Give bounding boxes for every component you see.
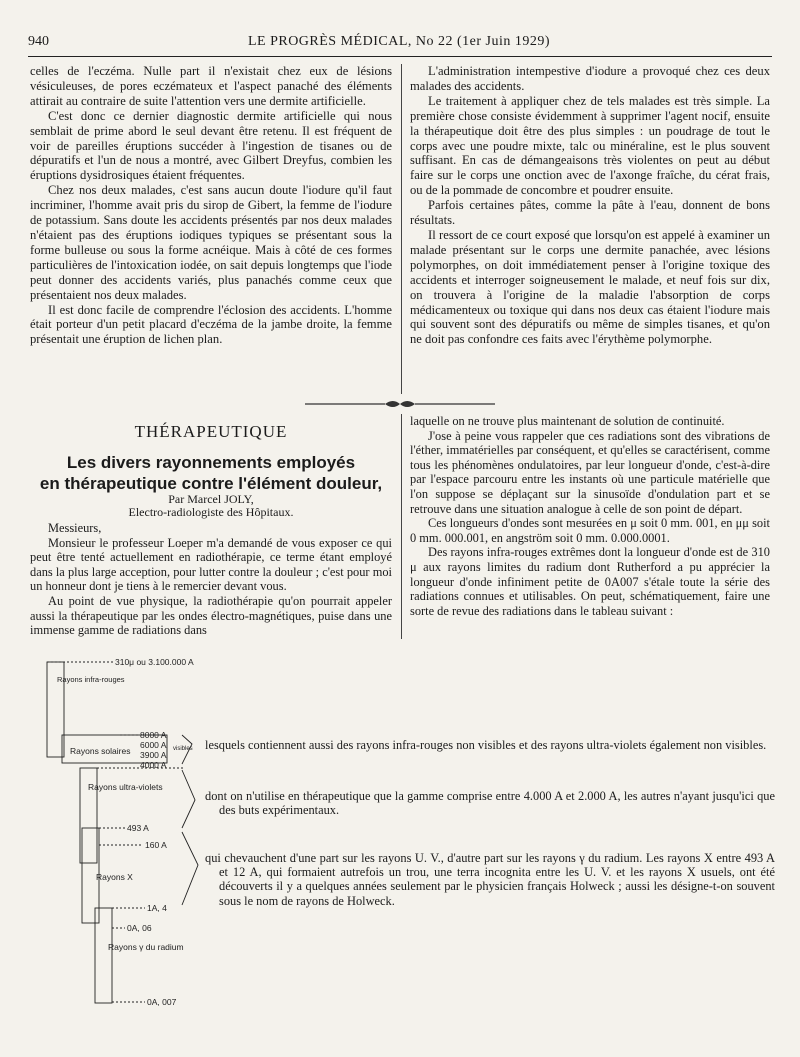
box-label: Rayons ultra-violets bbox=[88, 782, 163, 792]
column-divider bbox=[401, 64, 402, 394]
box-label: Rayons X bbox=[96, 872, 133, 882]
diagram-note bbox=[205, 738, 775, 752]
box-label: Rayons infra-rouges bbox=[57, 675, 125, 684]
radiation-diagram bbox=[0, 650, 210, 1030]
brace bbox=[182, 832, 198, 905]
page-number: 940 bbox=[28, 34, 49, 49]
article-paragraph: Messieurs, bbox=[48, 521, 102, 535]
article-paragraph: Ces longueurs d'ondes sont mesurées en μ soit 0 mm. 001, en μμ soit 0 mm. 000.001, en angström soit 0 mm. 0.000.0001. bbox=[410, 516, 770, 545]
wavelength-label: 8000 A bbox=[140, 730, 167, 740]
right-paragraph: Il ressort de ce court exposé que lorsqu'on est appelé à examiner un malade présentant sur le corps une dermite panachée, avec lésions polymorphes, on doit immédiatement penser à l'origine toxique des accidents et interroger soigneusement le malade, et neuf fois sur dix, on trouvera à l'origine de la maladie l'absorption de corps médicamenteux ou toxique qui dans nos deux cas étaient l'iodure mais qui souvent sont des dépuratifs ou même de simples tisanes, et qu'on ne doit pas confondre ces faits avec l'érythème polymorphe. bbox=[410, 227, 770, 347]
left-paragraph: Chez nos deux malades, c'est sans aucun doute l'iodure qu'il faut incriminer, l'homme avait pris du sirop de Gibert, la femme de l'iodure de potassium. Sans doute les accidents présentés par nos deux malades n'étaient pas des éruptions iodiques typiques se présentant sous la forme bulleuse ou sous la forme acnéique. Mais à côté de ces formes particulières de l'intoxication iodée, on sait depuis longtemps que l'iode peut donner des accidents variés, plus panachés comme ceux que présentaient nos deux malades. bbox=[30, 183, 392, 302]
ornament-divider bbox=[305, 398, 495, 410]
right-paragraph: Le traitement à appliquer chez de tels malades est très simple. La première chose consiste évidemment à supprimer l'agent nocif, ensuite la thérapeutique doit être des plus simples : un poudrage de tout le corps avec une poudre mixte, talc ou minéraline, est le plus souvent suffisant. En cas de démangeaisons très violentes on peut au début faire sur le corps une onction avec de l'axonge fraîche, du cérat frais, ou de la pommade de concombre et poudrer ensuite. bbox=[410, 93, 770, 198]
journal-title: LE PROGRÈS MÉDICAL, No 22 (1er Juin 1929) bbox=[247, 34, 551, 49]
wavelength-label: 1A, 4 bbox=[147, 903, 167, 913]
wavelength-label: 6000 A bbox=[140, 740, 167, 750]
wavelength-label: 160 A bbox=[145, 840, 167, 850]
note-text: lesquels contiennent aussi des rayons infra-rouges non visibles et des rayons ultra-violets également non visibles. bbox=[205, 738, 767, 752]
left-paragraph: C'est donc ce dernier diagnostic dermite artificielle qui nous semblait de prime abord le seul devant être retenu. Il est fréquent de voir de pareilles éruptions succéder à l'ingestion de tisanes ou de dépuratifs et l'un de nous a montré, avec Gilbert Dreyfus, combien les éruptions dysidrosiques étaient fréquentes. bbox=[30, 108, 392, 183]
article-paragraph: J'ose à peine vous rappeler que ces radiations sont des vibrations de l'éther, immatérielles par conséquent, et qu'elles se caractérisent, comme tous les phénomènes ondulatoires, par leur longueur d'onde, c'est-à-dire par l'espace parcouru entre les instants où une particule matérielle que l'on suppose se déplaçant sur la sinusoïde d'ondulation part et se retrouve dans une situation analogue à celle de son point de départ. bbox=[410, 428, 770, 516]
article-title-line: Les divers rayonnements employés bbox=[66, 453, 356, 472]
article-title bbox=[30, 452, 392, 494]
byline bbox=[30, 493, 392, 519]
column-divider bbox=[401, 414, 402, 639]
article-title-line: en thérapeutique contre l'élément douleur, bbox=[39, 474, 383, 493]
note-text: qui chevauchent d'une part sur les rayons U. V., d'autre part sur les rayons γ du radium. Les rayons X entre 493 A et 12 A, qui formaient autrefois un trou, une terra incognita entre les U. V. et les rayons X usuels, ont été découverts il y a quelques années seulement par le physicien français Holweck ; aussi les désigne-t-on souvent sous le nom de rayons de Holweck. bbox=[205, 851, 775, 908]
brace bbox=[182, 770, 195, 828]
article-paragraph: Au point de vue physique, la radiothérapie qu'on pourrait appeler aussi la thérapeutique par les ondes électro-magnétiques, puise dans une immense gamme de radiations dans bbox=[30, 593, 392, 638]
header-rule bbox=[28, 56, 772, 57]
box-label: Rayons γ du radium bbox=[108, 942, 184, 952]
diagram-note bbox=[205, 851, 775, 908]
article-left-text bbox=[30, 521, 392, 638]
section-heading: THÉRAPEUTIQUE bbox=[134, 422, 288, 441]
left-paragraph: Il est donc facile de comprendre l'éclosion des accidents. L'homme était porteur d'un petit placard d'eczéma de la jambe droite, la femme présentait une éruption de lichen plan. bbox=[30, 302, 392, 347]
wavelength-label: 0A, 06 bbox=[127, 923, 152, 933]
author: Par Marcel JOLY, bbox=[168, 492, 254, 506]
box-label: Rayons solaires bbox=[70, 746, 131, 756]
note-text: dont on n'utilise en thérapeutique que la gamme comprise entre 4.000 A et 2.000 A, les autres n'ayant jusqu'ici que des buts expérimentaux. bbox=[205, 789, 775, 818]
article-right-text bbox=[410, 414, 770, 618]
article-paragraph: laquelle on ne trouve plus maintenant de solution de continuité. bbox=[410, 414, 725, 428]
right-column bbox=[410, 64, 770, 347]
diagram-note bbox=[205, 789, 775, 817]
right-paragraph: Parfois certaines pâtes, comme la pâte à l'eau, donnent de bons résultats. bbox=[410, 198, 770, 228]
author-role: Electro-radiologiste des Hôpitaux. bbox=[128, 505, 294, 519]
wavelength-label: 4000 A bbox=[140, 760, 167, 770]
left-paragraph: celles de l'eczéma. Nulle part il n'existait chez eux de lésions vésiculeuses, de pores eczémateux et l'aspect panaché des éléments attirait au contraire de suite l'attention vers une dermite artificielle. bbox=[30, 64, 392, 108]
visible-label: visibles bbox=[173, 746, 193, 752]
right-paragraph: L'administration intempestive d'iodure a provoqué chez ces deux malades des accidents. bbox=[410, 64, 770, 93]
wavelength-label: 310μ ou 3.100.000 A bbox=[115, 657, 194, 667]
article-paragraph: Des rayons infra-rouges extrêmes dont la longueur d'onde est de 310 μ aux rayons limites du radium dont Rutherford a pu apprécier la longueur d'onde infiniment petite de 0A007 s'étale toute la série des radiations connues et utilisables. On peut, schématiquement, faire une sorte de revue des radiations dans le tableau suivant : bbox=[410, 545, 770, 618]
left-column bbox=[30, 64, 392, 347]
box-gamma bbox=[95, 908, 112, 1003]
wavelength-label: 493 A bbox=[127, 823, 149, 833]
wavelength-label: 0A, 007 bbox=[147, 997, 177, 1007]
article-paragraph: Monsieur le professeur Loeper m'a demandé de vous exposer ce qui peut être tenté actuellement en radiothérapie, ce terme étant employé dans la plus large acception, pour lutter contre la douleur ; c'est pour moi un honneur dont je tiens à le remercier devant vous. bbox=[30, 535, 392, 594]
wavelength-label: 3900 A bbox=[140, 750, 167, 760]
